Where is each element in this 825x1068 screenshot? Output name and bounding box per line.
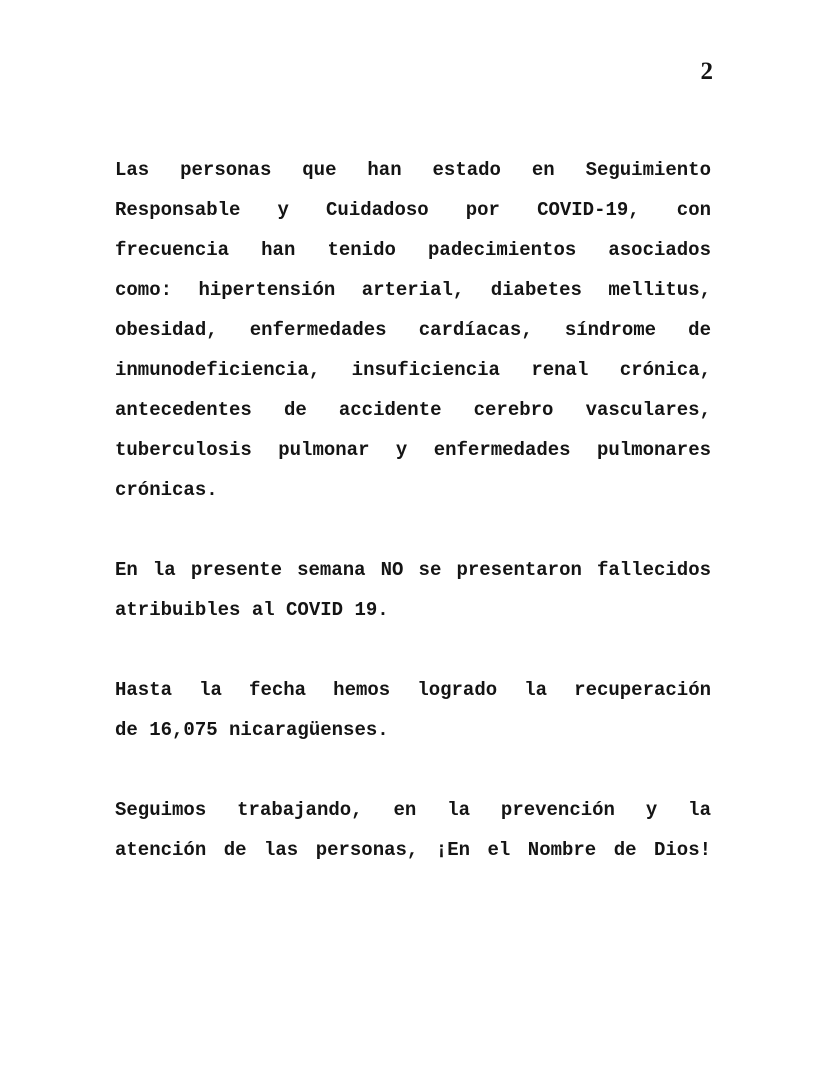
text-line: antecedentes de accidente cerebro vasculares, [115, 399, 711, 421]
text-line: atención de las personas, ¡En el Nombre de Dios! [115, 839, 711, 861]
text-line: crónicas. [115, 479, 218, 501]
text-line: Las personas que han estado en Seguimiento [115, 159, 711, 181]
text-line: inmunodeficiencia, insuficiencia renal crónica, [115, 359, 711, 381]
text-line: obesidad, enfermedades cardíacas, síndrome de [115, 319, 711, 341]
text-line: Responsable y Cuidadoso por COVID-19, con [115, 199, 711, 221]
paragraph-comorbidities [115, 150, 711, 510]
paragraph-closing [115, 790, 711, 870]
text-line: como: hipertensión arterial, diabetes mellitus, [115, 279, 711, 301]
text-line: frecuencia han tenido padecimientos asociados [115, 239, 711, 261]
paragraph-recovered-count [115, 670, 711, 750]
text-line: de 16,075 nicaragüenses. [115, 719, 389, 741]
text-line: Hasta la fecha hemos logrado la recuperación [115, 679, 711, 701]
document-body [115, 150, 711, 870]
text-line: atribuibles al COVID 19. [115, 599, 389, 621]
text-line: tuberculosis pulmonar y enfermedades pulmonares [115, 439, 711, 461]
text-line: En la presente semana NO se presentaron fallecidos [115, 559, 711, 581]
text-line: Seguimos trabajando, en la prevención y la [115, 799, 711, 821]
page-number: 2 [700, 58, 713, 85]
paragraph-no-deaths [115, 550, 711, 630]
